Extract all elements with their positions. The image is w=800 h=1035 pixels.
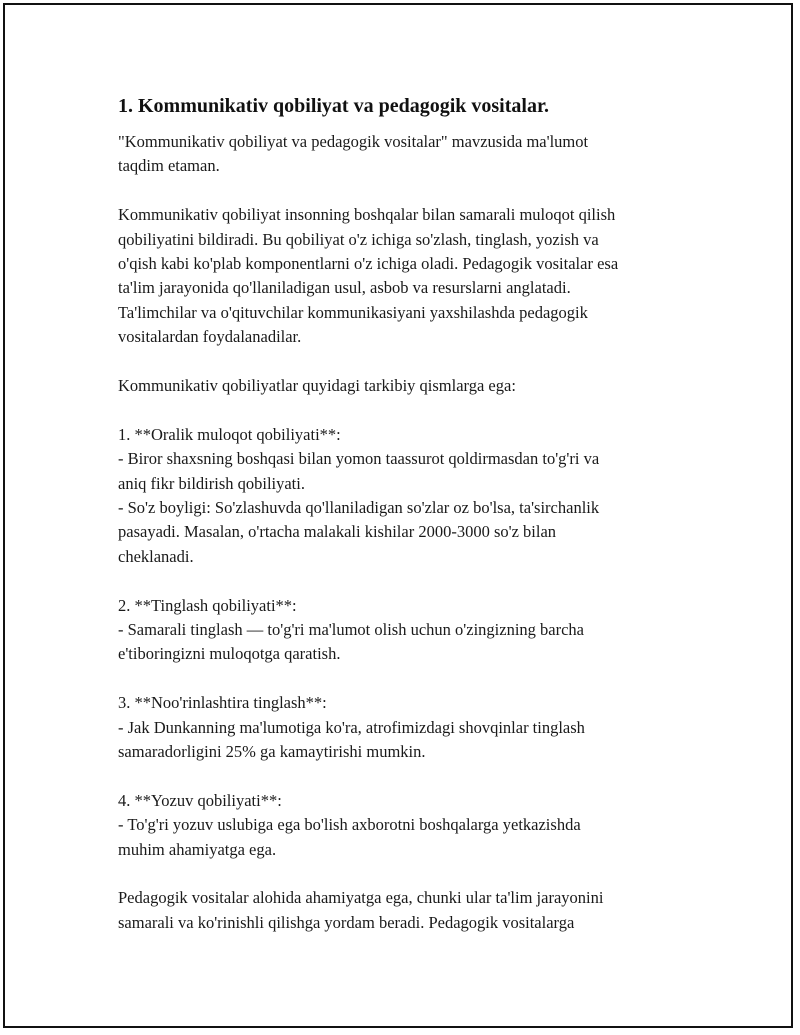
document-body	[118, 92, 698, 960]
list-item-noise-listening: 3. **Noo'rinlashtira tinglash**: - Jak Dunkanning ma'lumotiga ko'ra, atrofimizdagi shovqinlar tinglash samaradorligini 25% ga kamaytirishi mumkin.	[118, 693, 585, 762]
paragraph-definition: Kommunikativ qobiliyat insonning boshqalar bilan samarali muloqot qilish qobiliyatini bildiradi. Bu qobiliyat o'z ichiga so'zlash, tinglash, yozish va o'qish kabi ko'plab komponentlarni o'z ichiga oladi. Pedagogik vositalar esa ta'lim jarayonida qo'llaniladigan usul, asbob va resurslarni anglatadi. Ta'limchilar va o'qituvchilar kommunikasiyani yaxshilashda pedagogik vositalardan foydalanadilar.	[118, 205, 619, 347]
paragraph-pedagogical-tools: Pedagogik vositalar alohida ahamiyatga ega, chunki ular ta'lim jarayonini samarali va ko'rinishli qilishga yordam beradi. Pedagogik vositalarga	[118, 888, 604, 932]
document-title: 1. Kommunikativ qobiliyat va pedagogik vositalar.	[118, 95, 549, 117]
list-item-oral-communication: 1. **Oralik muloqot qobiliyati**: - Biror shaxsning boshqasi bilan yomon taassurot qoldirmasdan to'g'ri va aniq fikr bildirish qobiliyati. - So'z boyligi: So'zlashuvda qo'llaniladigan so'zlar oz bo'lsa, ta'sirchanlik pasayadi. Masalan, o'rtacha malakali kishilar 2000-3000 so'z bilan cheklanadi.	[118, 424, 600, 566]
list-item-writing: 4. **Yozuv qobiliyati**: - To'g'ri yozuv uslubiga ega bo'lish axborotni boshqalarga yetkazishda muhim ahamiyatga ega.	[118, 790, 581, 859]
paragraph-components-intro: Kommunikativ qobiliyatlar quyidagi tarkibiy qismlarga ega:	[118, 376, 516, 396]
list-item-listening: 2. **Tinglash qobiliyati**: - Samarali tinglash — to'g'ri ma'lumot olish uchun o'zingizning barcha e'tiboringizni muloqotga qaratish.	[118, 595, 585, 664]
paragraph-intro: "Kommunikativ qobiliyat va pedagogik vositalar" mavzusida ma'lumot taqdim etaman.	[118, 132, 589, 176]
